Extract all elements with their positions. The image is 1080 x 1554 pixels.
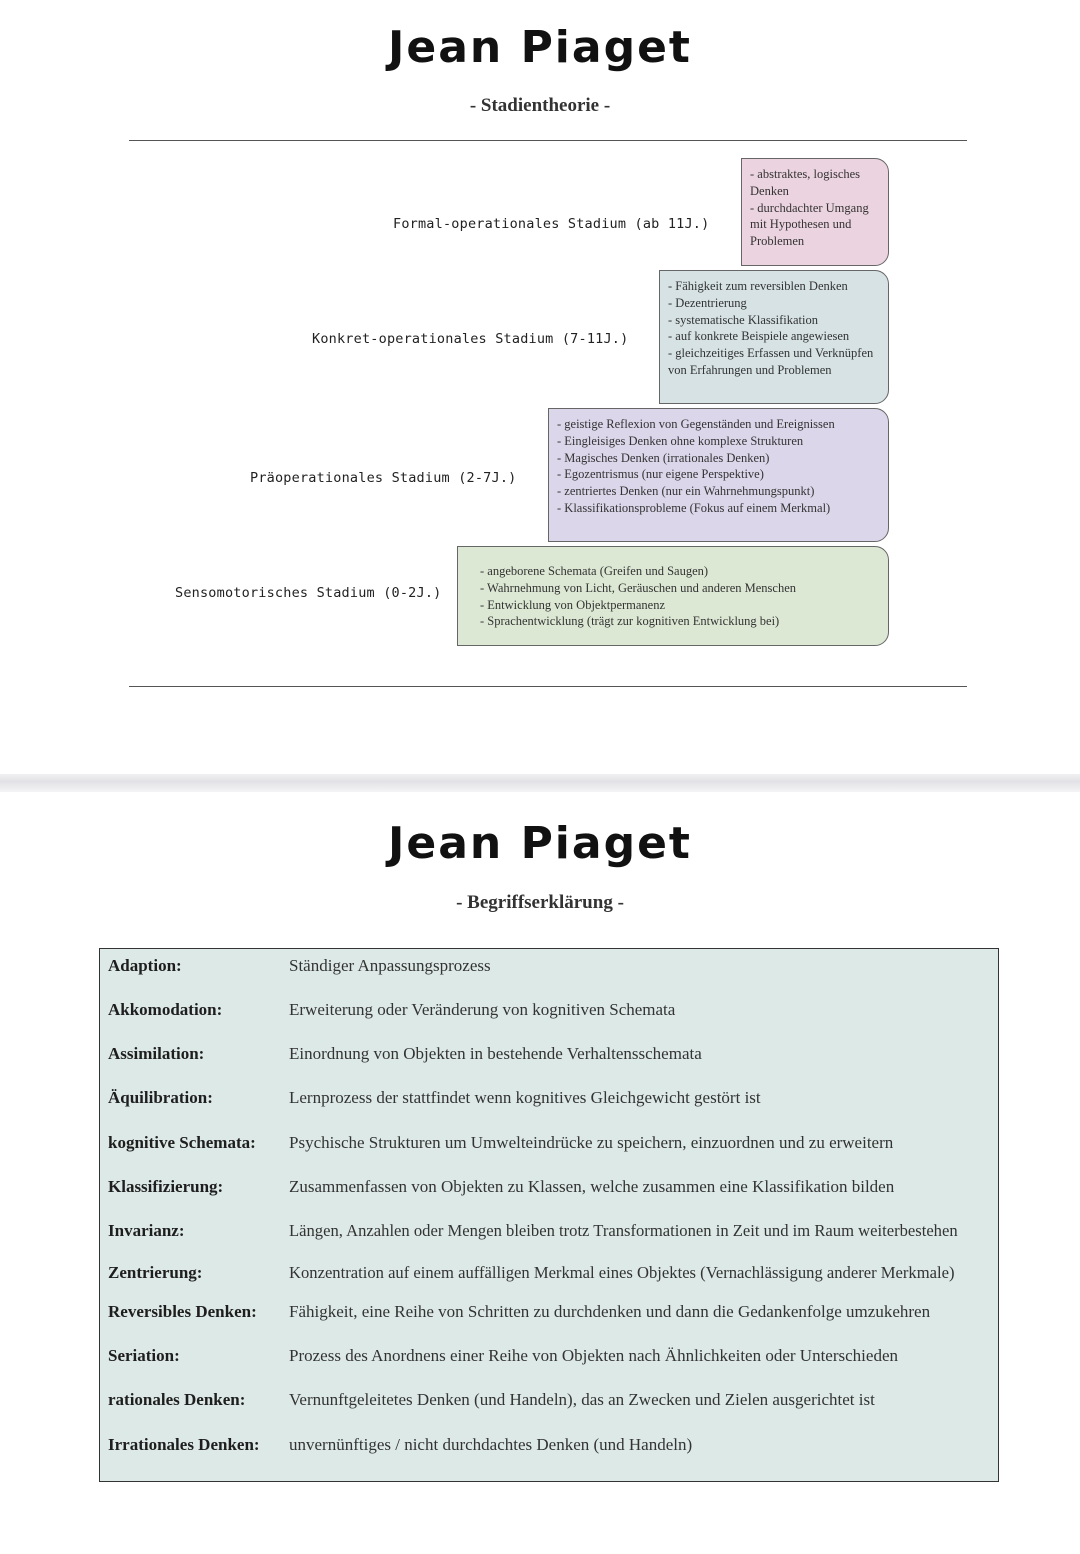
stage-line: - Klassifikationsprobleme (Fokus auf einem Merkmal)	[557, 500, 831, 515]
page2-subtitle: - Begriffserklärung -	[456, 892, 624, 913]
stage-line: - angeborene Schemata (Greifen und Saugen)	[480, 564, 709, 578]
page-separator	[0, 774, 1080, 792]
stage-line: - geistige Reflexion von Gegenständen und Ereignissen	[557, 417, 835, 431]
stage-line: Problemen	[750, 234, 805, 249]
page1-title: Jean Piaget	[388, 22, 692, 73]
page2-title: Jean Piaget	[388, 818, 692, 869]
glossary-definition: Ständiger Anpassungsprozess	[289, 956, 491, 975]
stage-label-preoperational: Präoperationales Stadium (2-7J.)	[250, 470, 517, 486]
top-divider	[129, 140, 967, 141]
glossary-term: Klassifizierung:	[108, 1177, 224, 1196]
glossary-definition: Längen, Anzahlen oder Mengen bleiben trotz Transformationen in Zeit und im Raum weiterbestehen	[289, 1221, 958, 1240]
stage-label-formal: Formal-operationales Stadium (ab 11J.)	[393, 216, 710, 232]
stage-line: Denken	[750, 183, 789, 198]
stage-line: - Magisches Denken (irrationales Denken)	[557, 450, 770, 465]
glossary-term: Assimilation:	[108, 1044, 205, 1063]
stage-line: - Dezentrierung	[668, 295, 747, 310]
glossary-term: Adaption:	[108, 956, 182, 975]
glossary-definition: Vernunftgeleitetes Denken (und Handeln), das an Zwecken und Zielen ausgerichtet ist	[289, 1390, 875, 1409]
stage-line: - Eingleisiges Denken ohne komplexe Strukturen	[557, 433, 804, 448]
glossary-definition: Einordnung von Objekten in bestehende Verhaltensschemata	[289, 1044, 702, 1063]
stage-line: - zentriertes Denken (nur ein Wahrnehmungspunkt)	[557, 484, 815, 499]
stage-line: von Erfahrungen und Problemen	[668, 362, 832, 377]
stage-label-sensorimotor: Sensomotorisches Stadium (0-2J.)	[175, 585, 442, 601]
glossary-definition: Zusammenfassen von Objekten zu Klassen, welche zusammen eine Klassifikation bilden	[289, 1177, 895, 1196]
glossary-definition: Lernprozess der stattfindet wenn kognitives Gleichgewicht gestört ist	[289, 1088, 761, 1107]
glossary-term: Zentrierung:	[108, 1263, 203, 1282]
stage-line: - Fähigkeit zum reversiblen Denken	[668, 279, 848, 293]
stage-box-sensorimotor	[457, 546, 889, 646]
glossary-term: Äquilibration:	[108, 1088, 213, 1107]
glossary-definition: Fähigkeit, eine Reihe von Schritten zu durchdenken und dann die Gedankenfolge umzukehren	[289, 1302, 931, 1321]
bottom-divider	[129, 686, 967, 687]
stage-line: mit Hypothesen und	[750, 217, 852, 232]
stage-box-formal	[741, 158, 889, 266]
glossary-term: Irrationales Denken:	[108, 1435, 260, 1454]
glossary-term: Akkomodation:	[108, 1000, 223, 1019]
stage-line: - Wahrnehmung von Licht, Geräuschen und anderen Menschen	[480, 580, 797, 595]
stage-line: - Sprachentwicklung (trägt zur kognitiven Entwicklung bei)	[480, 614, 780, 629]
stage-line: - gleichzeitiges Erfassen und Verknüpfen	[668, 346, 874, 361]
glossary-term: Reversibles Denken:	[108, 1302, 257, 1321]
glossary-term: kognitive Schemata:	[108, 1133, 256, 1152]
glossary-definition: Prozess des Anordnens einer Reihe von Objekten nach Ähnlichkeiten oder Unterschieden	[289, 1346, 898, 1365]
glossary-term: Invarianz:	[108, 1221, 185, 1240]
glossary-definition: Konzentration auf einem auffälligen Merkmal eines Objektes (Vernachlässigung anderer Merkmale)	[289, 1263, 955, 1282]
stage-box-preoperational	[548, 408, 889, 542]
stage-line: - durchdachter Umgang	[750, 200, 869, 215]
stage-label-concrete: Konkret-operationales Stadium (7-11J.)	[312, 331, 629, 347]
stage-line: - Egozentrismus (nur eigene Perspektive)	[557, 467, 764, 482]
glossary-definition: Erweiterung oder Veränderung von kognitiven Schemata	[289, 1000, 676, 1019]
glossary-term: rationales Denken:	[108, 1390, 246, 1409]
stage-line: - Entwicklung von Objektpermanenz	[480, 597, 666, 612]
glossary-table	[99, 948, 999, 1482]
page1-subtitle: - Stadientheorie -	[469, 95, 611, 116]
glossary-term: Seriation:	[108, 1346, 180, 1365]
glossary-definition: Psychische Strukturen um Umwelteindrücke zu speichern, einzuordnen und zu erweitern	[289, 1133, 894, 1152]
stage-box-concrete	[659, 270, 889, 404]
stage-line: - auf konkrete Beispiele angewiesen	[668, 329, 850, 344]
stage-line: - abstraktes, logisches	[750, 167, 861, 181]
glossary-definition: unvernünftiges / nicht durchdachtes Denken (und Handeln)	[289, 1435, 693, 1454]
stage-line: - systematische Klassifikation	[668, 312, 818, 327]
